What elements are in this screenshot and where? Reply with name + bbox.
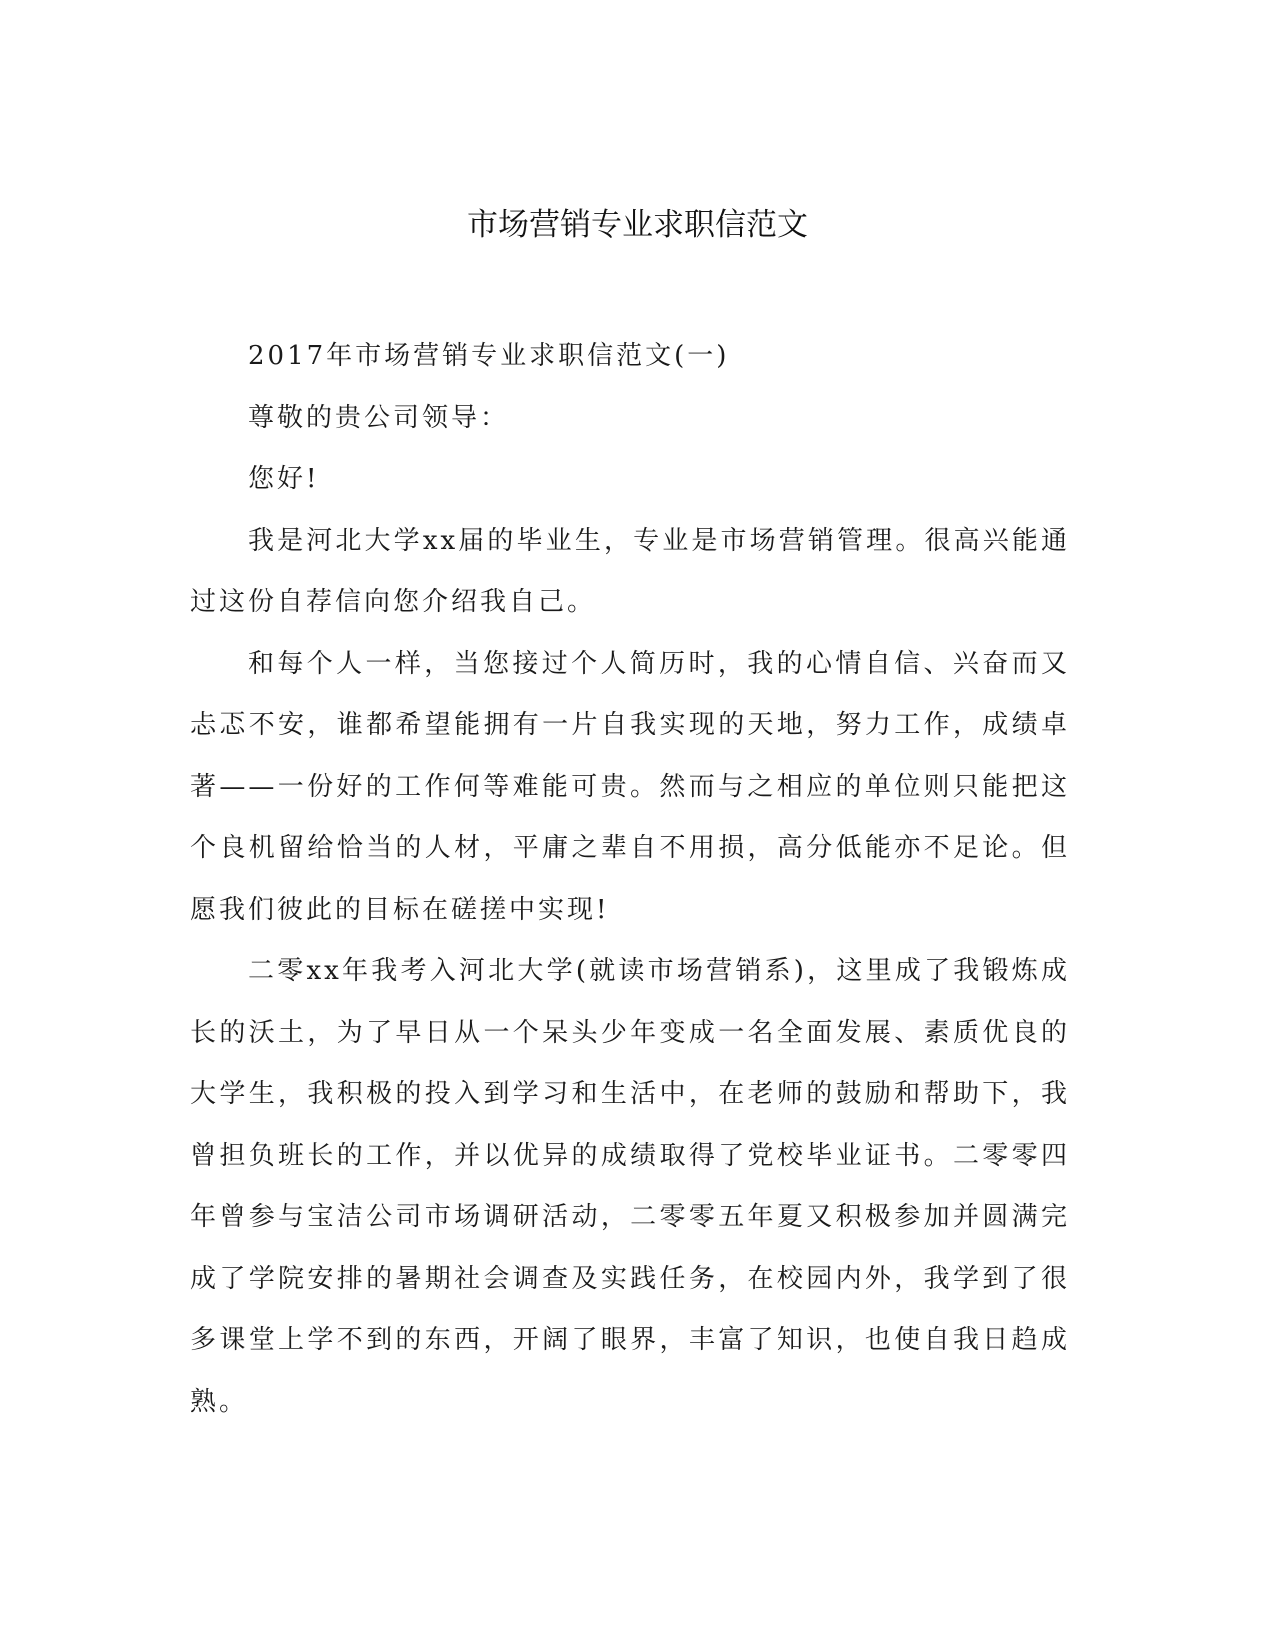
greeting: 您好! xyxy=(248,464,320,494)
paragraph-motivation: 和每个人一样，当您接过个人简历时，我的心情自信、兴奋而又忐忑不安，谁都希望能拥有一片自我实现的天地，努力工作，成绩卓著——一份好的工作何等难能可贵。然而与之相应的单位则只能把这个良机留给恰当的人材，平庸之辈自不用损，高分低能亦不足论。但愿我们彼此的目标在磋搓中实现! xyxy=(190,648,1070,925)
paragraph-introduction: 我是河北大学xx届的毕业生，专业是市场营销管理。很高兴能通过这份自荐信向您介绍我自己。 xyxy=(190,525,1070,617)
document-title: 市场营销专业求职信范文 xyxy=(467,207,808,243)
salutation: 尊敬的贵公司领导： xyxy=(248,402,510,433)
paragraph-education: 二零xx年我考入河北大学(就读市场营销系)，这里成了我锻炼成长的沃土，为了早日从一个呆头少年变成一名全面发展、素质优良的大学生，我积极的投入到学习和生活中，在老师的鼓励和帮助下，我曾担负班长的工作，并以优异的成绩取得了党校毕业证书。二零零四年曾参与宝洁公司市场调研活动，二零零五年夏又积极参加并圆满完成了学院安排的暑期社会调查及实践任务，在校园内外，我学到了很多课堂上学不到的东西，开阔了眼界，丰富了知识，也使自我日趋成熟。 xyxy=(190,956,1070,1417)
letter-body xyxy=(190,326,1070,1433)
letter-heading: 2017年市场营销专业求职信范文(一) xyxy=(248,341,730,371)
